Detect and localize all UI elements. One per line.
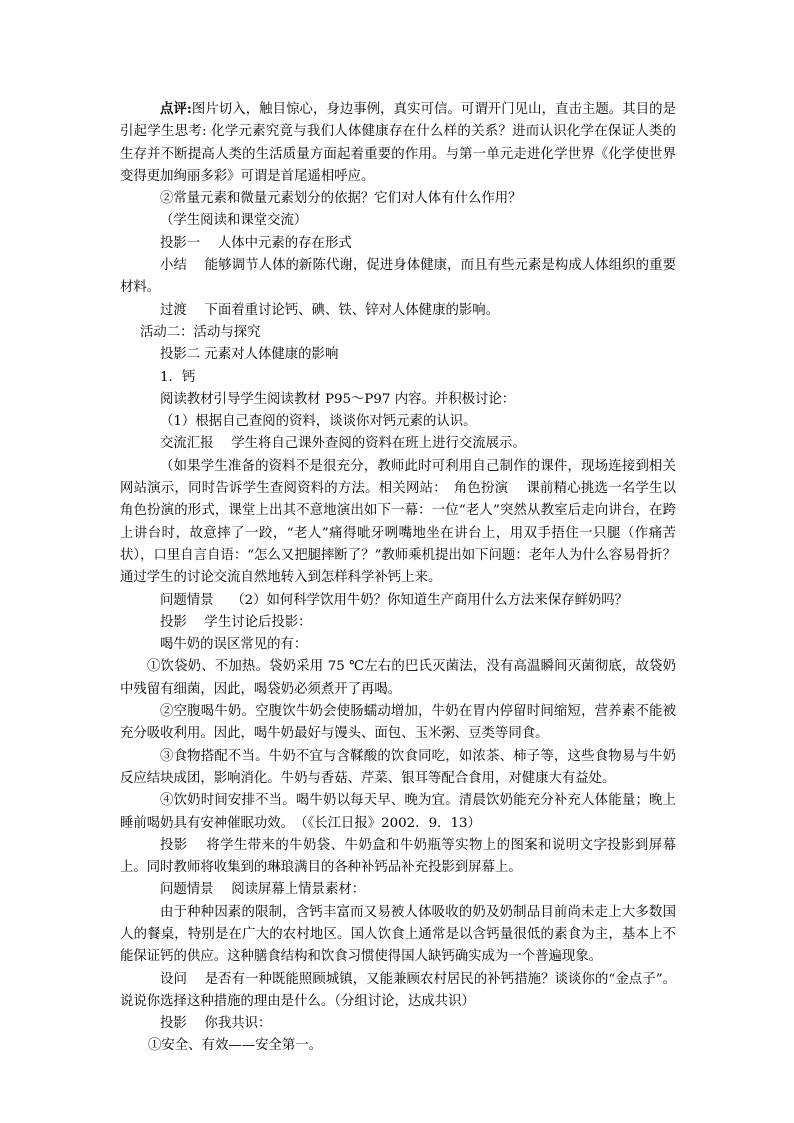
question-calcium-1: （1）根据自己查阅的资料，谈谈你对钙元素的认识。 [160, 414, 477, 430]
section-calcium: 1．钙 [160, 369, 196, 385]
roleplay-paragraph: （如果学生准备的资料不是很充分，教师此时可利用自己制作的课件，现场连接到相关网站演示，同时告诉学生查阅资料的方法。相关网站： 角色扮演 课前精心挑选一名学生以角色扮演的形式，课堂上出其不意地演出如下一幕：一位“老人”突然从教室后走向讲台，在跨上讲台时，故意摔了一跤，“老人”痛得呲牙咧嘴地坐在讲台上，用双手捂住一只腿（作痛苦状），口里自言自语：“怎么又把腿摔断了？”教师乘机提出如下问题：老年人为什么容易骨折？通过学生的讨论交流自然地转入到怎样科学补钙上来。 [120, 458, 677, 586]
projection-packages: 投影 将学生带来的牛奶袋、牛奶盒和牛奶瓶等实物上的图案和说明文字投影到屏幕上。同时教师将收集到的琳琅满目的各种补钙品补充投影到屏幕上。 [120, 837, 676, 876]
document-page [120, 98, 676, 1058]
exchange-report: 交流汇报 学生将自己课外查阅的资料在班上进行交流展示。 [160, 436, 526, 452]
problem-scenario-reading: 问题情景 阅读屏幕上情景素材： [160, 882, 366, 898]
question-2: ②常量元素和微量元素划分的依据？它们对人体有什么作用？ [160, 191, 522, 207]
misconception-4: ④饮奶时间安排不当。喝牛奶以每天早、晚为宜。清晨饮奶能充分补充人体能量；晚上睡前喝奶具有安神催眠功效。 （《长江日报》2002．9．13） [120, 793, 676, 831]
activity-two-heading: 活动二：活动与探究 [140, 324, 261, 340]
projection-one: 投影一 人体中元素的存在形式 [160, 235, 352, 251]
projection-after-discussion: 投影 学生讨论后投影： [160, 614, 312, 630]
comment-paragraph [120, 98, 676, 188]
summary-paragraph: 小结 能够调节人体的新陈代谢，促进身体健康，而且有些元素是构成人体组织的重要材料。 [120, 258, 676, 296]
problem-scenario-milk: 问题情景 （2）如何科学饮用牛奶？你知道生产商用什么方法来保存鲜奶吗？ [160, 592, 629, 608]
misconception-3: ③食物搭配不当。牛奶不宜与含鞣酸的饮食同吃，如浓茶、柿子等，这些食物易与牛奶反应结块成团，影响消化。牛奶与香菇、芹菜、银耳等配合食用，对健康大有益处。 [120, 748, 676, 786]
transition-paragraph: 过渡 下面着重讨论钙、碘、铁、锌对人体健康的影响。 [160, 302, 500, 318]
comment-text: 图片切入，触目惊心，身边事例，真实可信。可谓开门见山，直击主题。其目的是引起学生思考: 化学元素究竟与我们人体健康存在什么样的关系？进而认识化学在保证人类的生存并不断提高人类的生活质量方面起着重要的作用。与第一单元走进化学世界《化学使世界变得更加绚丽多彩》可谓是首尾遥相呼应。 [120, 102, 676, 184]
consensus-item-1: ①安全、有效——安全第一。 [148, 1038, 323, 1054]
reading-note: （学生阅读和课堂交流） [160, 213, 308, 229]
projection-consensus: 投影 你我共识： [160, 1016, 272, 1032]
comment-lead: 点评: [160, 101, 192, 117]
misconception-2: ②空腹喝牛奶。空腹饮牛奶会使肠蠕动增加，牛奶在胃内停留时间缩短，营养素不能被充分吸收利用。因此，喝牛奶最好与馒头、面包、玉米粥、豆类等同食。 [120, 704, 676, 742]
milk-misconceptions-heading: 喝牛奶的误区常见的有： [160, 637, 308, 653]
projection-two: 投影二 元素对人体健康的影响 [160, 347, 339, 363]
misconception-1: ①饮袋奶、不加热。袋奶采用 75 ℃左右的巴氏灭菌法，没有高温瞬间灭菌彻底，故袋奶中残留有细菌，因此，喝袋奶必须煮开了再喝。 [120, 659, 676, 697]
design-question: 设问 是否有一种既能照顾城镇，又能兼顾农村居民的补钙措施？谈谈你的“金点子”。说说你选择这种措施的理由是什么。（分组讨论，达成共识） [120, 971, 676, 1009]
scenario-material: 由于种种因素的限制，含钙丰富而又易被人体吸收的奶及奶制品目前尚未走上大多数国人的餐桌，特别是在广大的农村地区。国人饮食上通常是以含钙量很低的素食为主，基本上不能保证钙的供应。这种膳食结构和饮食习惯使得国人缺钙确实成为一个普遍现象。 [120, 904, 676, 965]
reading-guide: 阅读教材引导学生阅读教材 P95～P97 内容。并积极讨论： [160, 391, 516, 407]
